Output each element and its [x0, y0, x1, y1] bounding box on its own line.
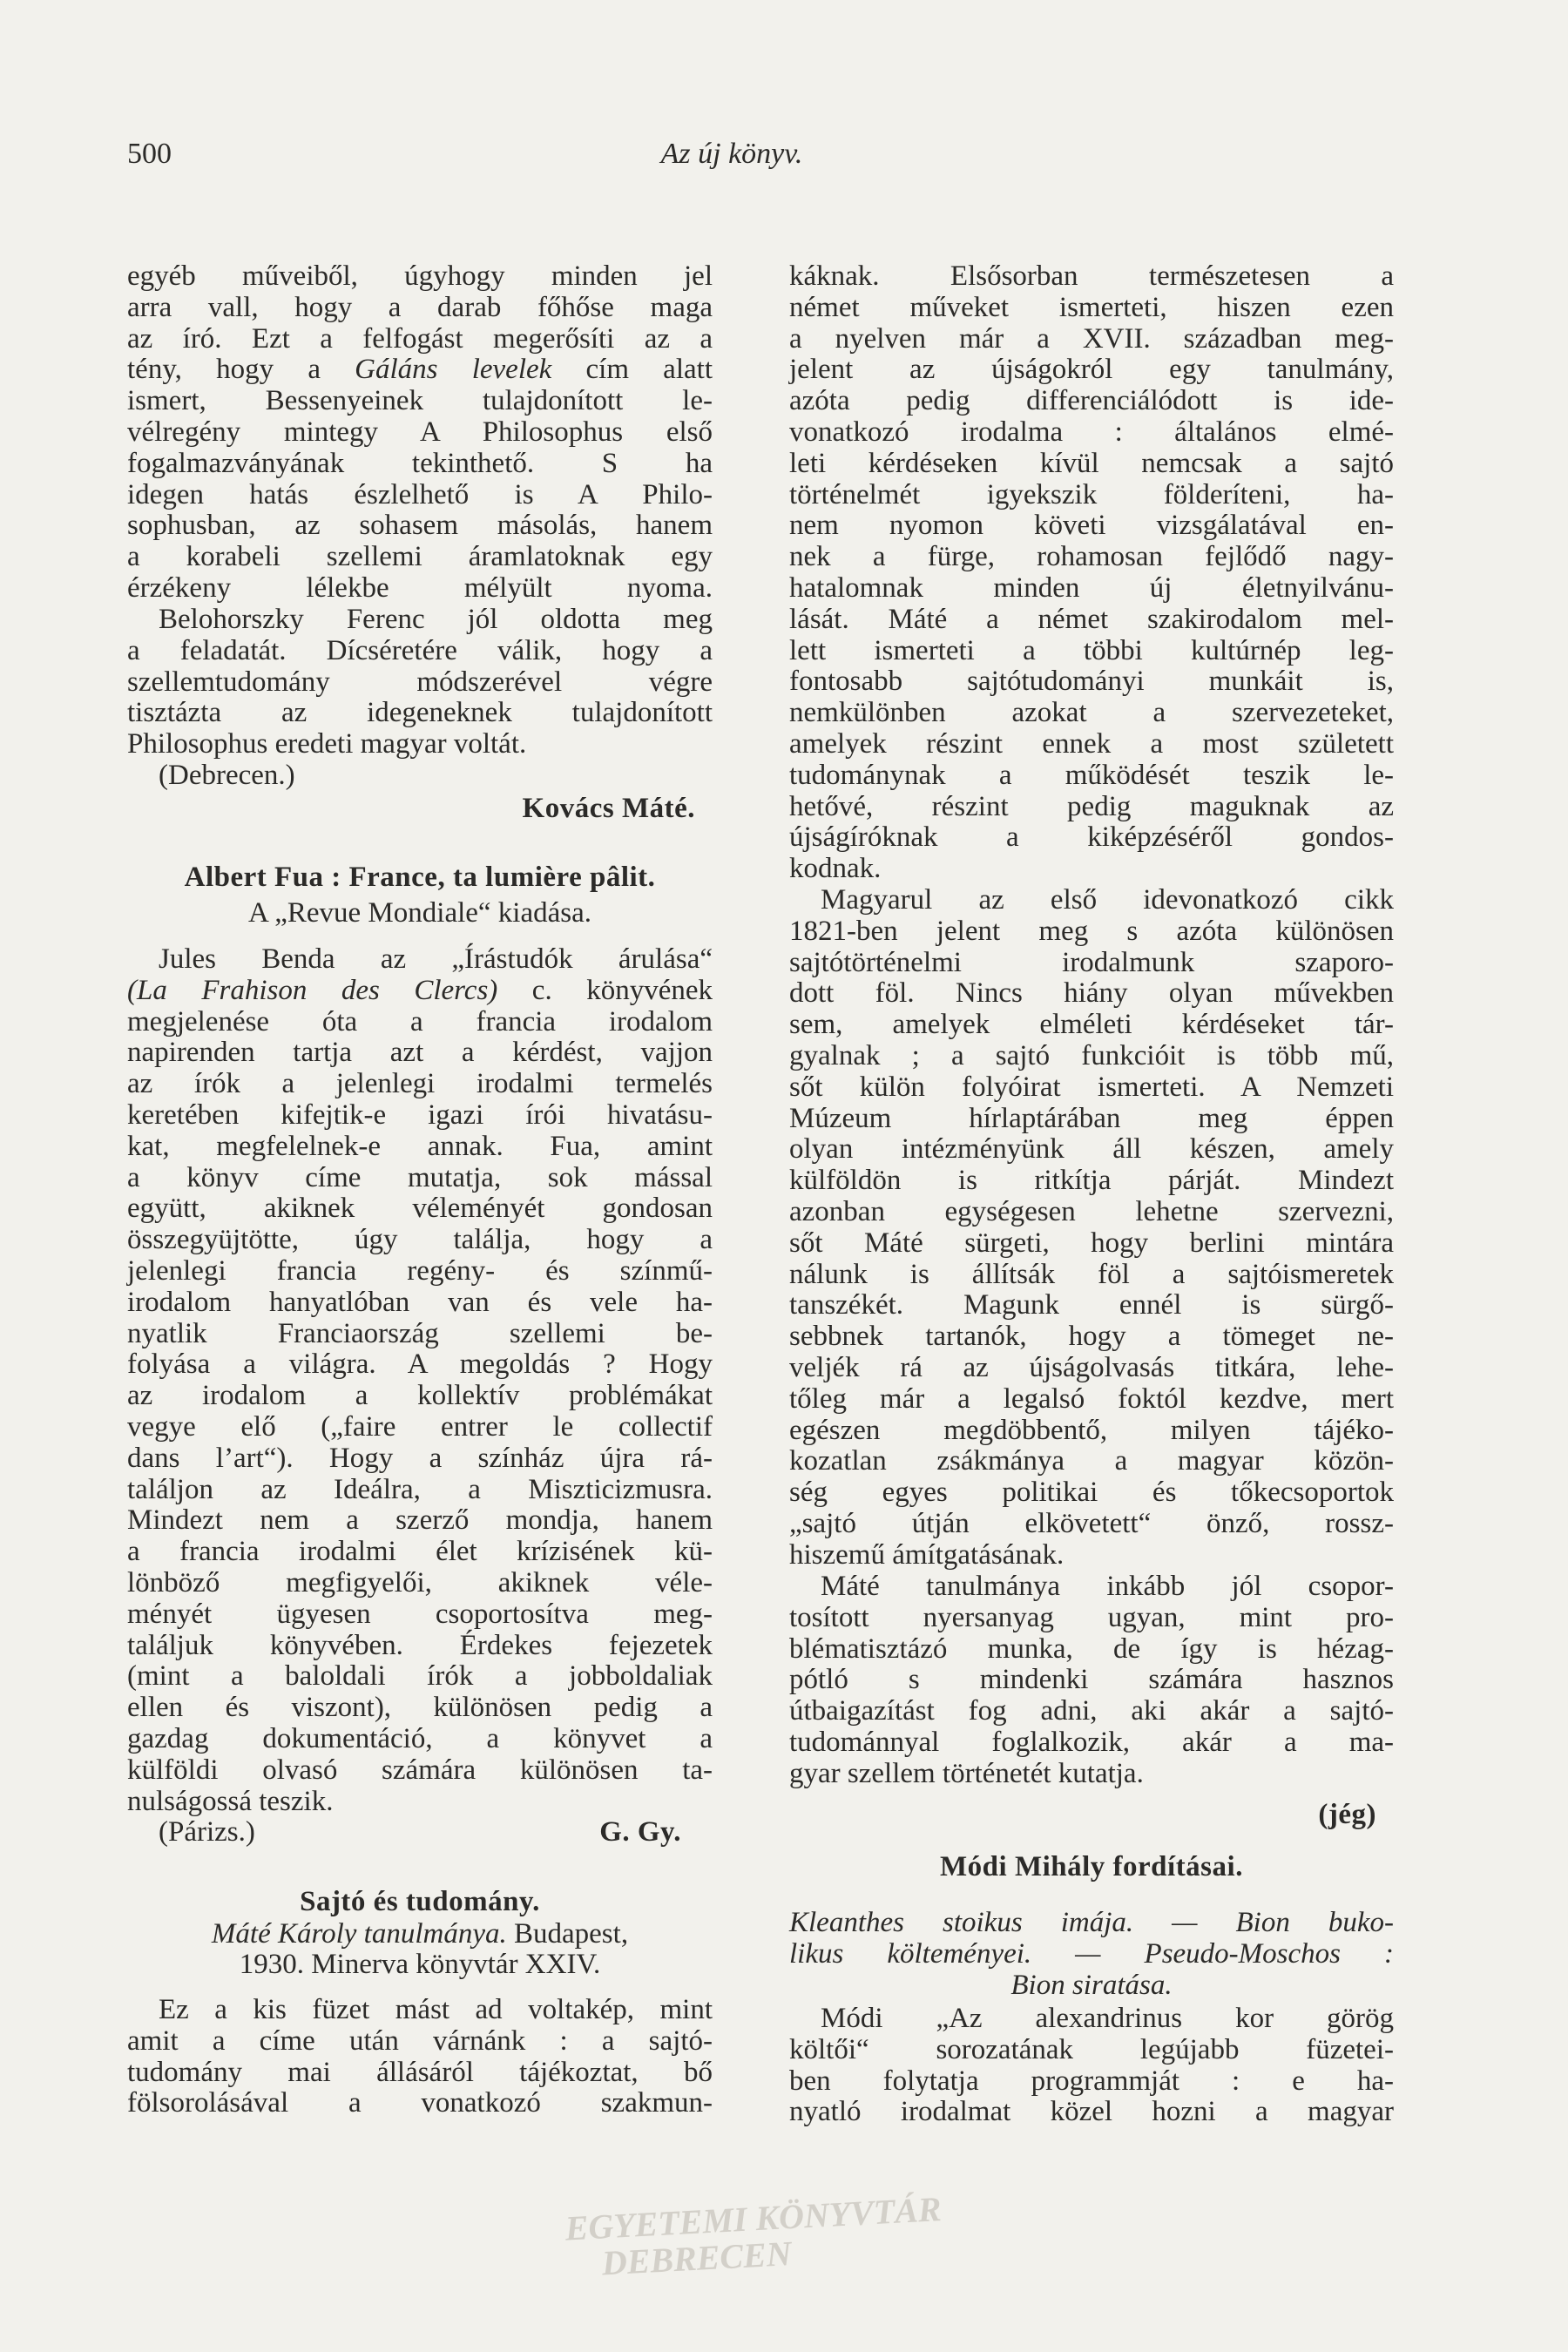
text-line: ellen és viszont), különösen pedig a	[127, 1692, 713, 1724]
text-line: keretében kifejtik-e igazi írói hivatásu-	[127, 1098, 713, 1131]
text-line: olyan intézményünk áll készen, amely	[789, 1133, 1394, 1166]
text-line: nem nyomon követi vizsgálatával en-	[789, 510, 1394, 542]
text-line: kozatlan zsákmánya a magyar közön-	[789, 1445, 1394, 1477]
text-line: arra vall, hogy a darab főhőse maga	[127, 291, 713, 323]
text-line: gazdag dokumentáció, a könyvet a	[127, 1722, 713, 1754]
text-line	[127, 355, 713, 386]
text-line: ség egyes politikai és tőkecsoportok	[789, 1477, 1394, 1509]
text-line: sajtótörténelmi irodalmunk szaporo-	[789, 946, 1394, 978]
text-line: ismert, Bessenyeinek tulajdonított le-	[127, 385, 713, 417]
text-line: 1821-ben jelent meg s azóta különösen	[789, 915, 1394, 947]
text-line: tőleg már a legalsó foktól kezdve, mert	[789, 1382, 1394, 1415]
text-line: összegyüjtötte, úgy találja, hogy a	[127, 1224, 713, 1256]
text-line: sőt Máté sürgeti, hogy berlini mintára	[789, 1227, 1394, 1259]
text-segment: Budapest,	[506, 1918, 629, 1950]
text-line	[127, 976, 713, 1007]
running-title: Az új könyv.	[660, 138, 803, 170]
text-line: sőt külön folyóirat ismerteti. A Nemzeti	[789, 1071, 1394, 1103]
text-line: megjelenése óta a francia irodalom	[127, 1005, 713, 1037]
italic-text: Máté Károly tanulmánya.	[211, 1918, 507, 1950]
text-line: azonban egységesen lehetne szervezni,	[789, 1195, 1394, 1227]
text-line: tudomány mai állásáról tájékoztat, bő	[127, 2056, 713, 2088]
text-line: jelent az újságokról egy tanulmány,	[789, 354, 1394, 386]
paragraph	[127, 605, 713, 760]
signature: G. Gy.	[599, 1816, 681, 1848]
text-line: nyatlik Franciaország szellemi be-	[127, 1317, 713, 1349]
text-line: Múzeum hírlaptárában meg éppen	[789, 1102, 1394, 1134]
review-title: Albert Fua : France, ta lumière pâlit.	[184, 862, 656, 893]
text-line: nek a fürge, rohamosan fejlődő nagy-	[789, 541, 1394, 573]
paragraph	[127, 944, 713, 1817]
text-line: külföldi olvasó számára különösen ta-	[127, 1754, 713, 1786]
text-line: veljék rá az újságolvasás titkára, lehe-	[789, 1351, 1394, 1383]
text-line: fogalmazványának tekinthető. S ha	[127, 447, 713, 479]
text-line: nyatló irodalmat közel hozni a magyar	[789, 2096, 1394, 2128]
text-line: sebbnek tartanók, hogy a tömeget ne-	[789, 1321, 1394, 1353]
text-line: fontosabb sajtótudományi munkáit is,	[789, 666, 1394, 698]
text-line: dott föl. Nincs hiány olyan művekben	[789, 977, 1394, 1010]
text-line: jelenlegi francia regény- és színmű-	[127, 1254, 713, 1287]
text-line: Módi „Az alexandrinus kor görög	[821, 2003, 1394, 2034]
text-line: sophusban, az sohasem másolás, hanem	[127, 510, 713, 542]
text-line: külföldön is ritkítja párját. Mindezt	[789, 1165, 1394, 1197]
text-line: találjon az Ideálra, a Miszticizmusra.	[127, 1473, 713, 1505]
text-line: káknak. Elsősorban természetesen a	[789, 260, 1394, 292]
text-line: „sajtó útján elkövetett“ önző, rossz-	[789, 1507, 1394, 1539]
text-segment: c. könyvének	[497, 974, 713, 1006]
text-line: Máté tanulmánya inkább jól csopor-	[821, 1571, 1394, 1602]
review-subtitle	[127, 1919, 713, 1950]
text-line: fölsorolásával a vonatkozó szakmun-	[127, 2087, 713, 2119]
text-line: lett ismerteti a többi kultúrnép leg-	[789, 634, 1394, 666]
text-line: sem, amelyek elméleti kérdéseket tár-	[789, 1009, 1394, 1041]
text-line: tosított nyersanyag ugyan, mint pro-	[789, 1601, 1394, 1633]
text-line: az írók a jelenlegi irodalmi termelés	[127, 1068, 713, 1100]
signature: (jég)	[1318, 1799, 1376, 1830]
paragraph	[789, 1571, 1394, 1790]
stamp-line: EGYETEMI KÖNYVTÁR	[564, 2189, 943, 2248]
text-line: vegye elő („faire entrer le collectif	[127, 1410, 713, 1443]
text-line: idegen hatás észlelhető is A Philo-	[127, 478, 713, 510]
italic-text: Gáláns levelek	[355, 354, 552, 386]
text-line: Ez a kis füzet mást ad voltakép, mint	[159, 1994, 713, 2025]
text-line: újságíróknak a kiképzéséről gondos-	[789, 821, 1394, 854]
text-line: pótló s mindenki számára hasznos	[789, 1664, 1394, 1696]
text-line: az író. Ezt a felfogást megerősíti az a	[127, 322, 713, 355]
paragraph	[789, 885, 1394, 1571]
text-line: tudománnyal foglalkozik, akár a ma-	[789, 1726, 1394, 1758]
text-line: azóta pedig differenciálódott is ide-	[789, 385, 1394, 417]
text-line: ményét ügyesen csoportosítva meg-	[127, 1598, 713, 1630]
paragraph	[127, 261, 713, 605]
text-line: a nyelven már a XVII. században meg-	[789, 322, 1394, 355]
text-line: amelyek részint ennek a most született	[789, 727, 1394, 760]
stamp-line: DEBRECEN	[600, 2234, 793, 2283]
review-subtitle	[789, 1908, 1394, 2001]
text-line: költői“ sorozatának legújabb füzetei-	[789, 2033, 1394, 2065]
text-line: kat, megfelelnek-e annak. Fua, amint	[127, 1130, 713, 1162]
paragraph	[789, 2004, 1394, 2128]
subtitle-line: Kleanthes stoikus imája. — Bion buko-	[789, 1907, 1394, 1938]
review-title: Sajtó és tudomány.	[300, 1886, 540, 1917]
page-number: 500	[127, 138, 172, 170]
text-line: tudománynak a működését teszik le-	[789, 759, 1394, 791]
text-line: útbaigazítást fog adni, aki akár a sajtó-	[789, 1695, 1394, 1727]
text-line: gyalnak ; a sajtó funkcióit is több mű,	[789, 1039, 1394, 1071]
text-line: ben folytatja programmját : e ha-	[789, 2065, 1394, 2097]
text-line: történelmét igyekszik földeríteni, ha-	[789, 478, 1394, 510]
place-signature-row	[127, 1817, 681, 1848]
text-line: egyéb műveiből, úgyhogy minden jel	[127, 260, 713, 292]
text-segment: cím alatt	[551, 354, 713, 386]
text-line: tisztázta az idegeneknek tulajdonított	[127, 697, 713, 729]
text-line: lönböző megfigyelői, akiknek véle-	[127, 1566, 713, 1598]
text-line: vonatkozó irodalma : általános elmé-	[789, 416, 1394, 448]
text-line: hiszemű ámítgatásának.	[789, 1538, 1064, 1571]
text-line: (mint a baloldali írók a jobboldaliak	[127, 1660, 713, 1693]
text-line: tanszékét. Magunk ennél is sürgő-	[789, 1289, 1394, 1321]
library-stamp	[564, 2189, 987, 2298]
text-line: gyar szellem történetét kutatja.	[789, 1757, 1144, 1789]
text-line: leti kérdéseken kívül nemcsak a sajtó	[789, 447, 1394, 479]
text-line: a feladatát. Dícséretére válik, hogy a	[127, 634, 713, 666]
text-line: vélregény mintegy A Philosophus első	[127, 416, 713, 448]
signature: Kovács Máté.	[522, 793, 695, 824]
text-line: Jules Benda az „Írástudók árulása“	[159, 943, 713, 975]
text-line: Mindezt nem a szerző mondja, hanem	[127, 1504, 713, 1537]
text-line: irodalom hanyatlóban van és vele ha-	[127, 1286, 713, 1318]
text-line: nemkülönben azokat a szervezeteket,	[789, 697, 1394, 729]
text-line: a francia irodalmi élet krízisének kü-	[127, 1536, 713, 1568]
review-title: Módi Mihály fordításai.	[940, 1851, 1243, 1882]
text-line: találjuk könyvében. Érdekes fejezetek	[127, 1629, 713, 1661]
text-line: érzékeny lélekbe mélyült nyoma.	[127, 571, 713, 604]
text-line: egészen megdöbbentő, milyen tájéko-	[789, 1414, 1394, 1446]
text-line: hetővé, részint pedig maguknak az	[789, 790, 1394, 822]
text-line: dans l’art“). Hogy a színház újra rá-	[127, 1442, 713, 1474]
text-line: Magyarul az első idevonatkozó cikk	[821, 884, 1394, 916]
text-line: német műveket ismerteti, hiszen ezen	[789, 291, 1394, 323]
text-line: nulságossá teszik.	[127, 1785, 334, 1817]
italic-text: (La Frahison des Clercs)	[127, 974, 498, 1006]
text-line: blématisztázó munka, de így is hézag-	[789, 1632, 1394, 1665]
text-segment: tény, hogy a	[127, 354, 355, 386]
text-line: napirenden tartja azt a kérdést, vajjon	[127, 1037, 713, 1069]
text-line: amit a címe után várnánk : a sajtó-	[127, 2024, 713, 2057]
text-line: szellemtudomány módszerével végre	[127, 666, 713, 698]
review-subtitle: 1930. Minerva könyvtár XXIV.	[239, 1949, 601, 1980]
text-line: kodnak.	[789, 853, 882, 885]
review-publisher: A „Revue Mondiale“ kiadása.	[247, 897, 592, 929]
text-line: hatalomnak minden új életnyilvánu-	[789, 571, 1394, 604]
paragraph	[127, 1995, 713, 2119]
subtitle-line: Bion siratása.	[1010, 1969, 1173, 2001]
text-line: nálunk is állítsák föl a sajtóismeretek	[789, 1258, 1394, 1290]
paragraph	[789, 261, 1394, 885]
place-note: (Párizs.)	[159, 1816, 255, 1848]
text-line: Belohorszky Ferenc jól oldotta meg	[159, 604, 713, 635]
text-line: lását. Máté a német szakirodalom mel-	[789, 603, 1394, 635]
place-note: (Debrecen.)	[159, 760, 295, 791]
text-line: a könyv címe mutatja, sok mással	[127, 1161, 713, 1193]
subtitle-line: likus költeményei. — Pseudo-Moschos :	[789, 1937, 1394, 1970]
text-line: Philosophus eredeti magyar voltát.	[127, 728, 527, 760]
text-line: együtt, akiknek véleményét gondosan	[127, 1193, 713, 1225]
text-line: a korabeli szellemi áramlatoknak egy	[127, 541, 713, 573]
text-line: folyása a világra. A megoldás ? Hogy	[127, 1348, 713, 1381]
text-line: az irodalom a kollektív problémákat	[127, 1380, 713, 1412]
